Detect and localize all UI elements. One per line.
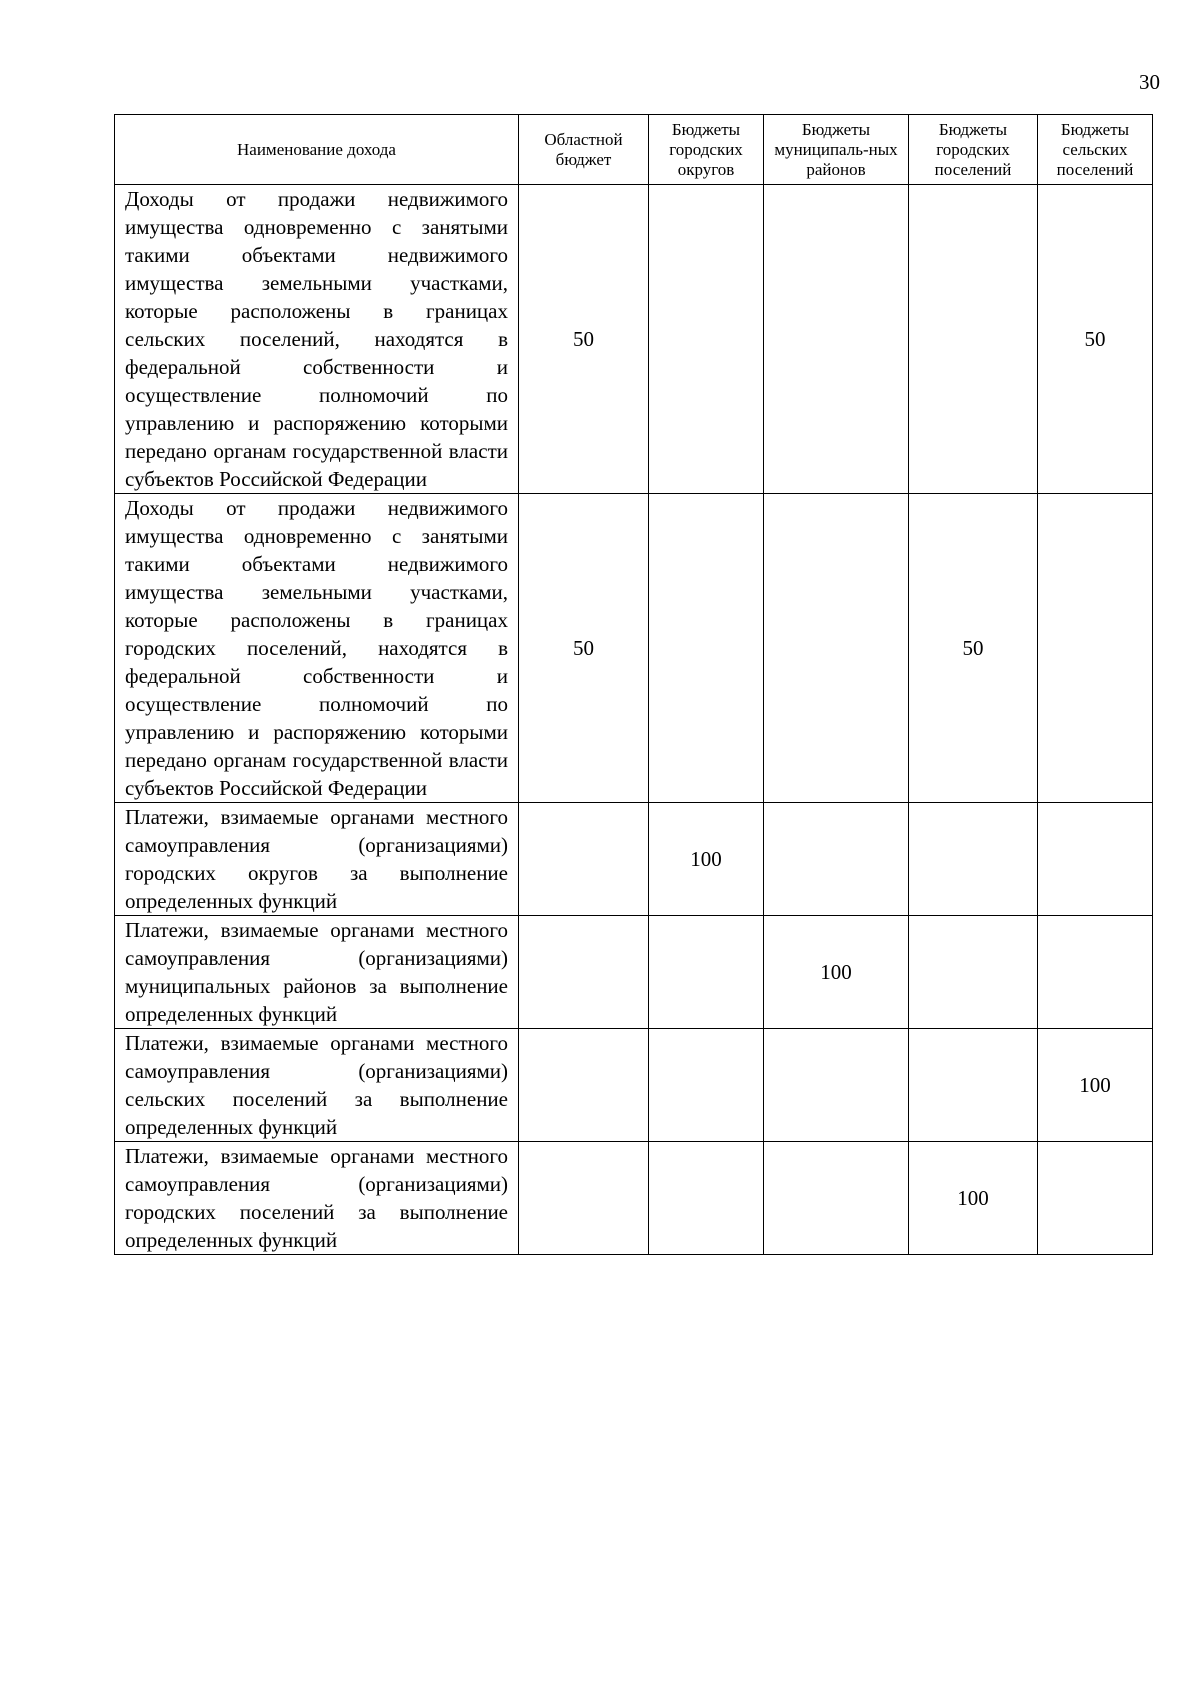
value-municipal-districts: 100 bbox=[764, 916, 909, 1029]
value-regional-budget bbox=[519, 1142, 649, 1255]
income-name-cell: Платежи, взимаемые органами местного самоуправления (организациями) городских поселений за выполнение определенных функций bbox=[115, 1142, 519, 1255]
value-city-districts bbox=[649, 916, 764, 1029]
table-row bbox=[115, 916, 1153, 1029]
value-rural-settlements bbox=[1038, 1142, 1153, 1255]
value-city-districts bbox=[649, 494, 764, 803]
value-municipal-districts bbox=[764, 494, 909, 803]
header-municipal-districts-budgets: Бюджеты муниципаль-ных районов bbox=[764, 115, 909, 185]
header-urban-settlements-budgets: Бюджеты городских поселений bbox=[909, 115, 1038, 185]
table-row bbox=[115, 494, 1153, 803]
table-row bbox=[115, 1029, 1153, 1142]
value-municipal-districts bbox=[764, 1029, 909, 1142]
header-city-districts-budgets: Бюджеты городских округов bbox=[649, 115, 764, 185]
header-regional-budget: Областной бюджет bbox=[519, 115, 649, 185]
value-regional-budget bbox=[519, 1029, 649, 1142]
value-urban-settlements bbox=[909, 803, 1038, 916]
value-city-districts: 100 bbox=[649, 803, 764, 916]
income-name-cell: Платежи, взимаемые органами местного самоуправления (организациями) сельских поселений за выполнение определенных функций bbox=[115, 1029, 519, 1142]
value-rural-settlements bbox=[1038, 494, 1153, 803]
income-name-cell: Доходы от продажи недвижимого имущества одновременно с занятыми такими объектами недвижимого имущества земельными участками, которые расположены в границах сельских поселений, находятся в федеральной собственности и осуществление полномочий по управлению и распоряжению которыми передано органам государственной власти субъектов Российской Федерации bbox=[115, 185, 519, 494]
header-row bbox=[115, 115, 1153, 185]
value-rural-settlements bbox=[1038, 916, 1153, 1029]
value-municipal-districts bbox=[764, 803, 909, 916]
table-row bbox=[115, 1142, 1153, 1255]
table-body bbox=[115, 185, 1153, 1255]
value-urban-settlements bbox=[909, 1029, 1038, 1142]
income-name-cell: Доходы от продажи недвижимого имущества одновременно с занятыми такими объектами недвижимого имущества земельными участками, которые расположены в границах городских поселений, находятся в федеральной собственности и осуществление полномочий по управлению и распоряжению которыми передано органам государственной власти субъектов Российской Федерации bbox=[115, 494, 519, 803]
value-municipal-districts bbox=[764, 1142, 909, 1255]
income-name-cell: Платежи, взимаемые органами местного самоуправления (организациями) муниципальных районов за выполнение определенных функций bbox=[115, 916, 519, 1029]
value-regional-budget: 50 bbox=[519, 494, 649, 803]
value-city-districts bbox=[649, 1029, 764, 1142]
header-income-name: Наименование дохода bbox=[115, 115, 519, 185]
table-row bbox=[115, 185, 1153, 494]
table-header bbox=[115, 115, 1153, 185]
income-name-cell: Платежи, взимаемые органами местного самоуправления (организациями) городских округов за выполнение определенных функций bbox=[115, 803, 519, 916]
value-rural-settlements bbox=[1038, 803, 1153, 916]
value-city-districts bbox=[649, 185, 764, 494]
value-regional-budget bbox=[519, 916, 649, 1029]
value-regional-budget: 50 bbox=[519, 185, 649, 494]
table-row bbox=[115, 803, 1153, 916]
value-city-districts bbox=[649, 1142, 764, 1255]
value-urban-settlements bbox=[909, 916, 1038, 1029]
page-number: 30 bbox=[1139, 70, 1160, 94]
value-urban-settlements: 100 bbox=[909, 1142, 1038, 1255]
value-regional-budget bbox=[519, 803, 649, 916]
value-rural-settlements: 100 bbox=[1038, 1029, 1153, 1142]
value-urban-settlements: 50 bbox=[909, 494, 1038, 803]
header-rural-settlements-budgets: Бюджеты сельских поселений bbox=[1038, 115, 1153, 185]
value-rural-settlements: 50 bbox=[1038, 185, 1153, 494]
income-distribution-table bbox=[114, 114, 1153, 1255]
value-urban-settlements bbox=[909, 185, 1038, 494]
value-municipal-districts bbox=[764, 185, 909, 494]
